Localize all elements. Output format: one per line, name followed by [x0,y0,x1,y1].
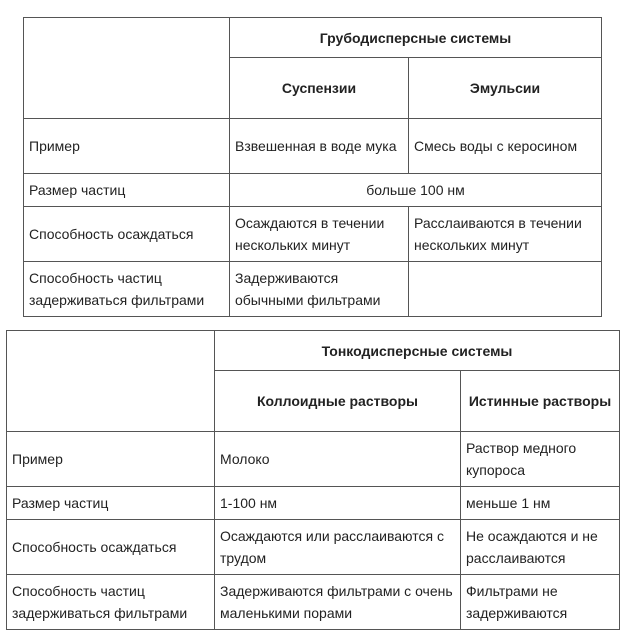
table-cell: Осаждаются или расслаиваются с трудом [215,520,461,575]
merged-cell: больше 100 нм [230,174,602,207]
table-cell: Задерживаются фильтрами с очень маленькими порами [215,575,461,630]
row-label: Размер частиц [7,487,215,520]
row-label: Пример [7,432,215,487]
table-cell: 1-100 нм [215,487,461,520]
group-header: Грубодисперсные системы [230,18,602,58]
row-label: Способность осаждаться [24,207,230,262]
column-header-emulsions: Эмульсии [409,58,602,119]
table-cell: Раствор медного купороса [461,432,620,487]
table-cell: Задерживаются обычными фильтрами [230,262,409,317]
table-cell: меньше 1 нм [461,487,620,520]
header-empty-cell [24,18,230,119]
table-cell [409,262,602,317]
row-label: Способность частиц задерживаться фильтрами [7,575,215,630]
column-header-suspensions: Суспензии [230,58,409,119]
table-cell: Фильтрами не задерживаются [461,575,620,630]
fine-dispersed-table [6,330,620,630]
coarse-dispersed-table [23,17,602,317]
column-header-true-solutions: Истинные растворы [461,371,620,432]
group-header: Тонкодисперсные системы [215,331,620,371]
header-empty-cell [7,331,215,432]
table-cell: Расслаиваются в течении нескольких минут [409,207,602,262]
table-cell: Осаждаются в течении нескольких минут [230,207,409,262]
column-header-colloids: Коллоидные растворы [215,371,461,432]
row-label: Способность осаждаться [7,520,215,575]
row-label: Пример [24,119,230,174]
table-cell: Не осаждаются и не расслаиваются [461,520,620,575]
table-cell: Смесь воды с керосином [409,119,602,174]
table-cell: Молоко [215,432,461,487]
row-label: Способность частиц задерживаться фильтрами [24,262,230,317]
table-cell: Взвешенная в воде мука [230,119,409,174]
row-label: Размер частиц [24,174,230,207]
